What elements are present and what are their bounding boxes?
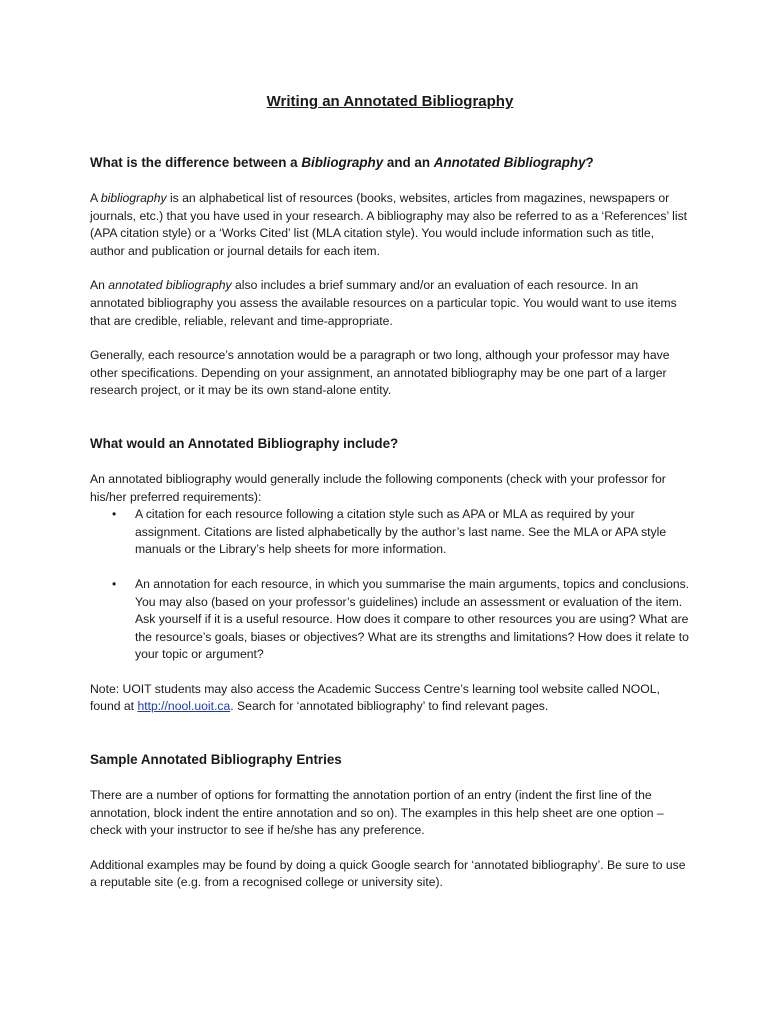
paragraph-text: An xyxy=(90,278,109,293)
document-page xyxy=(90,92,690,909)
bullet-icon: • xyxy=(112,576,117,591)
components-list xyxy=(90,506,690,664)
paragraph-bibliography-definition xyxy=(90,190,690,260)
nool-link[interactable]: http://nool.uoit.ca xyxy=(137,699,231,714)
heading-text: ? xyxy=(585,155,594,170)
spacer xyxy=(90,417,690,435)
heading-emphasis-bibliography: Bibliography xyxy=(301,155,384,170)
paragraph-note xyxy=(90,681,690,716)
heading-text: What is the difference between a xyxy=(90,155,302,170)
section-heading-difference xyxy=(90,154,690,172)
paragraph-formatting-options: There are a number of options for formatting the annotation portion of an entry (indent the first line of the annotation, block indent the entire annotation and so on). The examples in this help sheet are one option – check with your instructor to see if he/she has any preference. xyxy=(90,788,664,838)
section-heading-include: What would an Annotated Bibliography include? xyxy=(90,435,399,451)
paragraph-annotated-definition xyxy=(90,277,690,330)
paragraph-text: . Search for ‘annotated bibliography’ to find relevant pages. xyxy=(230,699,549,714)
paragraph-emphasis: annotated bibliography xyxy=(108,278,232,293)
paragraph-additional-examples: Additional examples may be found by doing a quick Google search for ‘annotated bibliography’. Be sure to use a reputable site (e.g. from a recognised college or university site). xyxy=(90,857,686,890)
spacer xyxy=(90,733,690,751)
paragraph-text: is an alphabetical list of resources (books, websites, articles from magazines, newspapers or journals, etc.) that you have used in your research. A bibliography may also be referred to as a ‘References’ list (APA citation style) or a ‘Works Cited’ list (MLA citation style). You would include information such as title, author and publication or journal details for each item. xyxy=(90,191,688,258)
bullet-icon: • xyxy=(112,507,117,522)
paragraph-text: also includes a brief summary and/or an evaluation of each resource. In an annotated bibliography you assess the available resources on a particular topic. You would want to use items that are credible, reliable, relevant and time-appropriate. xyxy=(90,278,677,328)
list-item-text: An annotation for each resource, in which you summarise the main arguments, topics and conclusions. You may also (based on your professor’s guidelines) include an assessment or evaluation of the item. Ask yourself if it is a useful resource. How does it compare to other resources you are using? What are the resource’s goals, biases or objectives? What are its strengths and limitations? How does it relate to your topic or argument? xyxy=(135,576,690,662)
list-item-annotation xyxy=(90,576,690,664)
paragraph-components-intro: An annotated bibliography would generally include the following components (check with your professor for his/her preferred requirements): xyxy=(90,471,666,504)
paragraph-emphasis: bibliography xyxy=(100,191,167,205)
paragraph-text: A xyxy=(90,191,101,205)
paragraph-annotation-length: Generally, each resource’s annotation would be a paragraph or two long, although your professor may have other specifications. Depending on your assignment, an annotated bibliography may be one part of a larger research project, or it may be its own stand-alone entity. xyxy=(90,348,670,398)
spacer xyxy=(90,559,690,576)
list-item-citation xyxy=(90,506,690,559)
section-heading-samples: Sample Annotated Bibliography Entries xyxy=(90,752,342,768)
paragraph-text: Note: UOIT students may also access the Academic Success Centre’s learning tool website called NOOL, found at xyxy=(90,681,660,714)
heading-text: and an xyxy=(383,155,434,170)
page-title: Writing an Annotated Bibliography xyxy=(266,93,514,110)
list-item-text: A citation for each resource following a citation style such as APA or MLA as required by your assignment. Citations are listed alphabetically by the author’s last name. See the MLA or APA style manuals or the Library’s help sheets for more information. xyxy=(135,507,667,557)
heading-emphasis-annotated: Annotated Bibliography xyxy=(433,155,586,170)
